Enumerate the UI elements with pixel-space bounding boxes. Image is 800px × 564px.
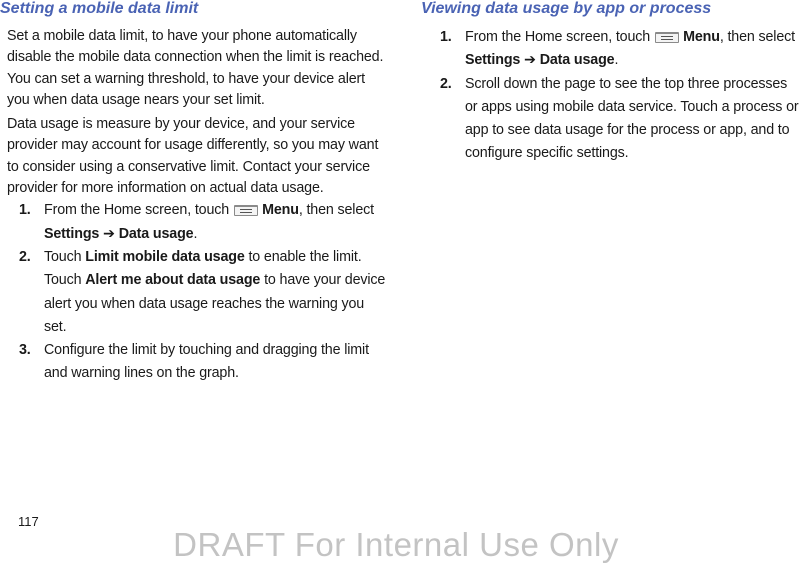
steps-list-right bbox=[421, 26, 800, 166]
step-text: From the Home screen, touch bbox=[465, 29, 651, 45]
step-number: 2. bbox=[440, 75, 452, 92]
step-text: Scroll down the page to see the top three processes or apps using mobile data service. Touch a process or app to see data usage for the process or app, and to configure specific settings. bbox=[465, 75, 799, 162]
list-item bbox=[421, 73, 800, 166]
section-heading-data-usage-by-app: Viewing data usage by app or process bbox=[421, 0, 712, 17]
arrow-icon: ➔ bbox=[103, 225, 115, 242]
step-text: to enable the limit. Touch bbox=[44, 248, 362, 289]
step-number: 1. bbox=[440, 29, 452, 45]
list-item bbox=[0, 246, 390, 339]
step-text: Configure the limit by touching and dragging the limit and warning lines on the graph. bbox=[44, 342, 369, 382]
step-text: . bbox=[614, 52, 619, 69]
step-number: 1. bbox=[19, 202, 31, 219]
alert-me-label: Alert me about data usage bbox=[85, 272, 261, 289]
steps-list-left bbox=[0, 199, 390, 385]
step-text: to have your device alert you when data usage reaches the warning you set. bbox=[44, 272, 386, 335]
section-heading-mobile-data-limit: Setting a mobile data limit bbox=[0, 0, 199, 17]
left-column bbox=[0, 0, 390, 386]
list-item bbox=[0, 339, 390, 386]
arrow-icon: ➔ bbox=[524, 52, 536, 69]
data-usage-label: Data usage bbox=[539, 52, 615, 69]
step-number: 2. bbox=[19, 248, 31, 265]
data-usage-label: Data usage bbox=[118, 225, 194, 242]
menu-icon bbox=[655, 32, 679, 43]
menu-label: Menu bbox=[262, 202, 299, 219]
settings-label: Settings bbox=[44, 225, 100, 242]
right-column bbox=[421, 0, 800, 166]
list-item bbox=[421, 26, 800, 73]
page-number: 117 bbox=[18, 514, 39, 529]
step-text: From the Home screen, touch bbox=[44, 202, 230, 219]
menu-icon bbox=[234, 205, 258, 216]
list-item bbox=[0, 199, 390, 246]
step-text: , then select bbox=[298, 202, 374, 219]
step-text: , then select bbox=[719, 29, 795, 45]
step-number: 3. bbox=[19, 342, 31, 359]
paragraph-measurement: Data usage is measure by your device, and your service provider may account for usage differently, so you may want to consider using a conservative limit. Contact your service provider for more information on actual data usage. bbox=[7, 116, 379, 197]
menu-label: Menu bbox=[683, 29, 720, 45]
limit-mobile-data-usage-label: Limit mobile data usage bbox=[85, 248, 245, 265]
settings-label: Settings bbox=[465, 52, 521, 69]
step-text: Touch bbox=[44, 248, 82, 265]
paragraph-intro: Set a mobile data limit, to have your phone automatically disable the mobile data connection when the limit is reached. You can set a warning threshold, to have your device alert you when data usage nears your set limit. bbox=[7, 28, 384, 108]
draft-watermark: DRAFT For Internal Use Only bbox=[173, 526, 619, 563]
step-text: . bbox=[193, 225, 198, 242]
